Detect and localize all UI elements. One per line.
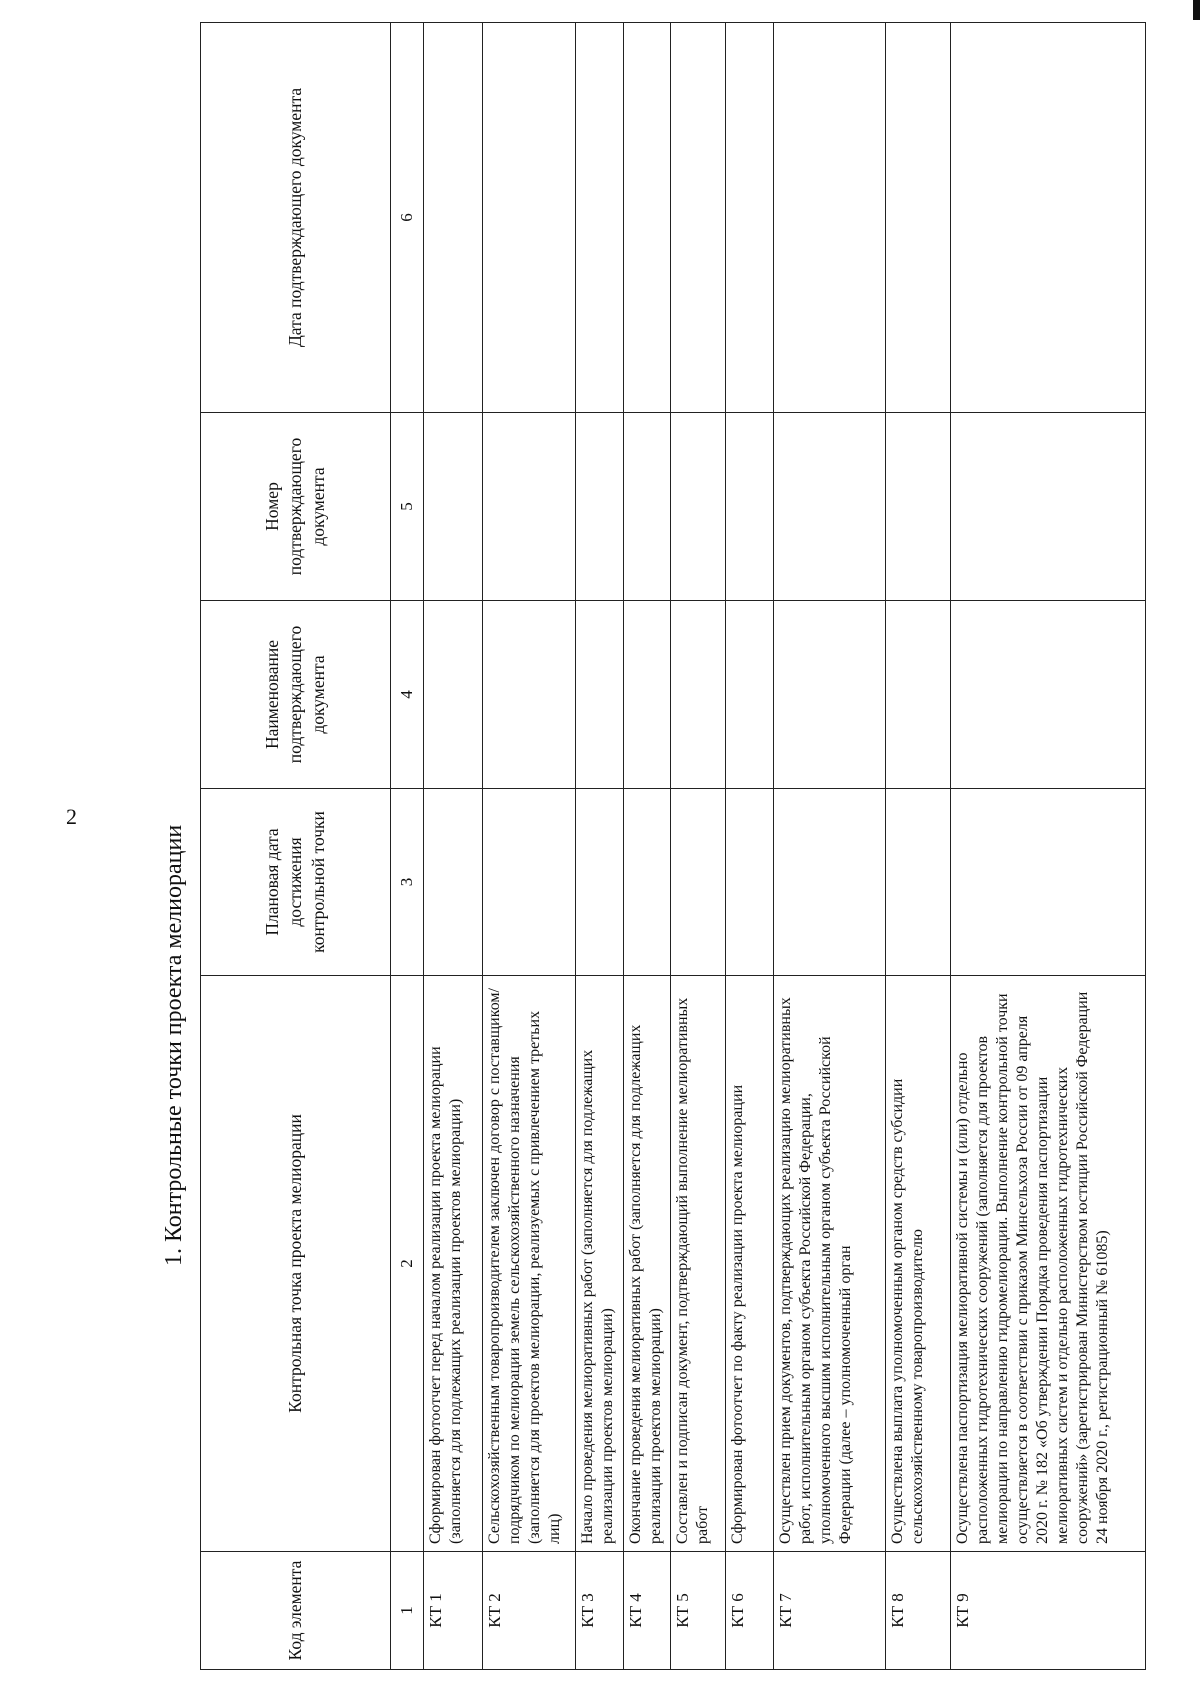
document-number-cell: [483, 413, 576, 601]
table-row: [951, 23, 1146, 1670]
document-number-cell: [671, 413, 726, 601]
document-name-cell: [951, 601, 1146, 789]
column-number: 6: [391, 23, 424, 413]
page-number: 2: [66, 804, 77, 829]
row-code: КТ 8: [886, 1552, 951, 1670]
document-number-cell: [726, 413, 774, 601]
row-code: КТ 7: [774, 1552, 886, 1670]
control-points-table: [200, 22, 1146, 1670]
table-row: [726, 23, 774, 1670]
document-date-cell: [774, 23, 886, 413]
header-document-name: Наименование подтверждающего документа: [201, 601, 391, 789]
document-number-cell: [886, 413, 951, 601]
planned-date-cell: [424, 789, 483, 976]
column-number: 5: [391, 413, 424, 601]
document-date-cell: [424, 23, 483, 413]
document-name-cell: [886, 601, 951, 789]
planned-date-cell: [726, 789, 774, 976]
header-document-number: Номер подтверждающего документа: [201, 413, 391, 601]
row-code: КТ 6: [726, 1552, 774, 1670]
document-name-cell: [424, 601, 483, 789]
document-number-cell: [624, 413, 671, 601]
document-name-cell: [726, 601, 774, 789]
planned-date-cell: [483, 789, 576, 976]
row-description: Сформирован фотоотчет по факту реализации проекта мелиорации: [726, 976, 774, 1552]
row-code: КТ 4: [624, 1552, 671, 1670]
header-document-date: Дата подтверждающего документа: [201, 23, 391, 413]
document-name-cell: [624, 601, 671, 789]
row-description: Сформирован фотоотчет перед началом реализации проекта мелиорации (заполняется для подлежащих реализации проектов мелиорации): [424, 976, 483, 1552]
column-number-row: [391, 23, 424, 1670]
document-number-cell: [774, 413, 886, 601]
document-name-cell: [576, 601, 624, 789]
document-date-cell: [483, 23, 576, 413]
document-date-cell: [671, 23, 726, 413]
table-row: [671, 23, 726, 1670]
document-number-cell: [951, 413, 1146, 601]
document-number-cell: [424, 413, 483, 601]
column-number: 2: [391, 976, 424, 1552]
row-description: Сельскохозяйственным товаропроизводителем заключен договор с поставщиком/подрядчиком по мелиорации земель сельскохозяйственного назначения (заполняется для проектов мелиорации, реализуемых с привлечением третьих лиц): [483, 976, 576, 1552]
header-code: Код элемента: [201, 1552, 391, 1670]
document-date-cell: [886, 23, 951, 413]
table-row: [886, 23, 951, 1670]
row-code: КТ 9: [951, 1552, 1146, 1670]
document-date-cell: [576, 23, 624, 413]
header-planned-date: Плановая дата достижения контрольной точки: [201, 789, 391, 976]
row-description: Осуществлена выплата уполномоченным органом средств субсидии сельскохозяйственному товаропроизводителю: [886, 976, 951, 1552]
planned-date-cell: [671, 789, 726, 976]
document-name-cell: [671, 601, 726, 789]
document-name-cell: [483, 601, 576, 789]
row-description: Осуществлен прием документов, подтверждающих реализацию мелиоративных работ, исполнительным органом субъекта Российской Федерации, уполномоченного высшим исполнительным органом субъекта Российской Федерации (далее – уполномоченный орган: [774, 976, 886, 1552]
column-number: 1: [391, 1552, 424, 1670]
document-number-cell: [576, 413, 624, 601]
table-row: [424, 23, 483, 1670]
planned-date-cell: [886, 789, 951, 976]
table-row: [624, 23, 671, 1670]
row-description: Составлен и подписан документ, подтверждающий выполнение мелиоративных работ: [671, 976, 726, 1552]
column-number: 3: [391, 789, 424, 976]
table-row: [483, 23, 576, 1670]
planned-date-cell: [774, 789, 886, 976]
document-date-cell: [726, 23, 774, 413]
column-number: 4: [391, 601, 424, 789]
planned-date-cell: [624, 789, 671, 976]
row-description: Осуществлена паспортизация мелиоративной системы и (или) отдельно расположенных гидротехнических сооружений (заполняется для проектов мелиорации по направлению гидромелиорации. Выполнение контрольной точки осуществляется в соответствии с приказом Минсельхоза России от 09 апреля 2020 г. № 182 «Об утверждении Порядка проведения паспортизации мелиоративных систем и отдельно расположенных гидротехнических сооружений» (зарегистрирован Министерством юстиции Российской Федерации 24 ноября 2020 г., регистрационный № 61085): [951, 976, 1146, 1552]
planned-date-cell: [951, 789, 1146, 976]
section-title: 1. Контрольные точки проекта мелиорации: [161, 824, 187, 1266]
row-description: Окончание проведения мелиоративных работ (заполняется для подлежащих реализации проектов мелиорации): [624, 976, 671, 1552]
row-code: КТ 5: [671, 1552, 726, 1670]
row-code: КТ 3: [576, 1552, 624, 1670]
row-code: КТ 1: [424, 1552, 483, 1670]
table-row: [774, 23, 886, 1670]
planned-date-cell: [576, 789, 624, 976]
row-description: Начало проведения мелиоративных работ (заполняется для подлежащих реализации проектов мелиорации): [576, 976, 624, 1552]
header-control-point: Контрольная точка проекта мелиорации: [201, 976, 391, 1552]
document-date-cell: [951, 23, 1146, 413]
row-code: КТ 2: [483, 1552, 576, 1670]
table-header-row: [201, 23, 391, 1670]
document-name-cell: [774, 601, 886, 789]
document-date-cell: [624, 23, 671, 413]
table-row: [576, 23, 624, 1670]
